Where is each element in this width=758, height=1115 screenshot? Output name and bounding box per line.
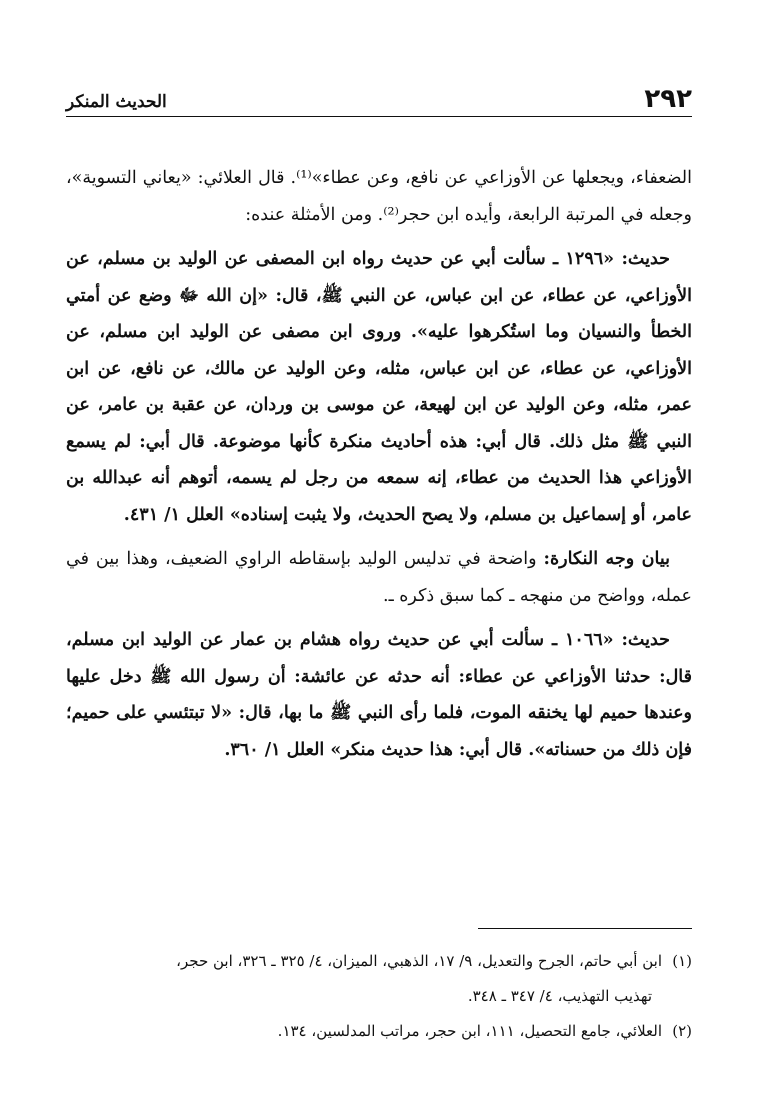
footnote-divider bbox=[478, 928, 692, 929]
page-number: ٢٩٢ bbox=[644, 84, 692, 114]
explanation-text: واضحة في تدليس الوليد بإسقاطه الراوي الضعيف، وهذا بين في عمله، وواضح من منهجه ـ كما سبق ذكره ـ. bbox=[66, 549, 692, 606]
paragraph-hadith-1296: حديث: «١٢٩٦ ـ سألت أبي عن حديث رواه ابن المصفى عن الوليد بن مسلم، عن الأوزاعي، عن عطاء، عن ابن عباس، عن النبي ﷺ، قال: «إن الله ﷻ وضع عن أمتي الخطأ والنسيان وما استُكرهوا عليه». وروى ابن مصفى عن الوليد ابن مسلم، عن الأوزاعي، عن عطاء، عن ابن عباس، مثله، وعن الوليد عن مالك، عن نافع، عن ابن عمر، مثله، وعن الوليد عن ابن لهيعة، عن موسى بن وردان، عن عقبة بن عامر، عن النبي ﷺ مثل ذلك. قال أبي: هذه أحاديث منكرة كأنها موضوعة. قال أبي: لم يسمع الأوزاعي هذا الحديث من عطاء، إنه سمعه من رجل لم يسمه، أتوهم أنه عبدالله بن عامر، أو إسماعيل بن مسلم، ولا يصح الحديث، ولا يثبت إسناده» العلل ١/ ٤٣١. bbox=[66, 249, 692, 525]
footnote-1 bbox=[66, 946, 692, 977]
paragraph-hadith-1066: حديث: «١٠٦٦ ـ سألت أبي عن حديث رواه هشام بن عمار عن الوليد ابن مسلم، قال: حدثنا الأوزاعي عن عطاء: أنه حدثه عن عائشة: أن رسول الله ﷺ دخل عليها وعندها حميم لها يخنقه الموت، فلما رأى النبي ﷺ ما بها، قال: «لا تبتئسي على حميم؛ فإن ذلك من حسناته». قال أبي: هذا حديث منكر» العلل ١/ ٣٦٠. bbox=[66, 630, 692, 760]
paragraph-intro: الضعفاء، ويجعلها عن الأوزاعي عن نافع، وعن عطاء»⁽¹⁾. قال العلائي: «يعاني التسوية»، وجعله في المرتبة الرابعة، وأيده ابن حجر⁽²⁾. ومن الأمثلة عنده: bbox=[66, 168, 692, 225]
explanation-label: بيان وجه النكارة: bbox=[543, 549, 670, 569]
footnotes bbox=[66, 946, 692, 1047]
footnote-1-number: (١) bbox=[672, 952, 692, 970]
main-text bbox=[66, 160, 692, 768]
footnote-1-continuation: تهذيب التهذيب، ٤/ ٣٤٧ ـ ٣٤٨. bbox=[467, 987, 652, 1005]
paragraph-explanation bbox=[66, 541, 692, 614]
footnote-2-text: العلائي، جامع التحصيل، ١١١، ابن حجر، مراتب المدلسين، ١٣٤. bbox=[277, 1022, 662, 1040]
page-header bbox=[66, 80, 692, 117]
running-title: الحديث المنكر bbox=[66, 92, 167, 112]
footnote-2 bbox=[66, 1016, 692, 1047]
footnote-1-text: ابن أبي حاتم، الجرح والتعديل، ٩/ ١٧، الذهبي، الميزان، ٤/ ٣٢٥ ـ ٣٢٦، ابن حجر، bbox=[176, 952, 662, 970]
footnote-2-number: (٢) bbox=[672, 1022, 692, 1040]
